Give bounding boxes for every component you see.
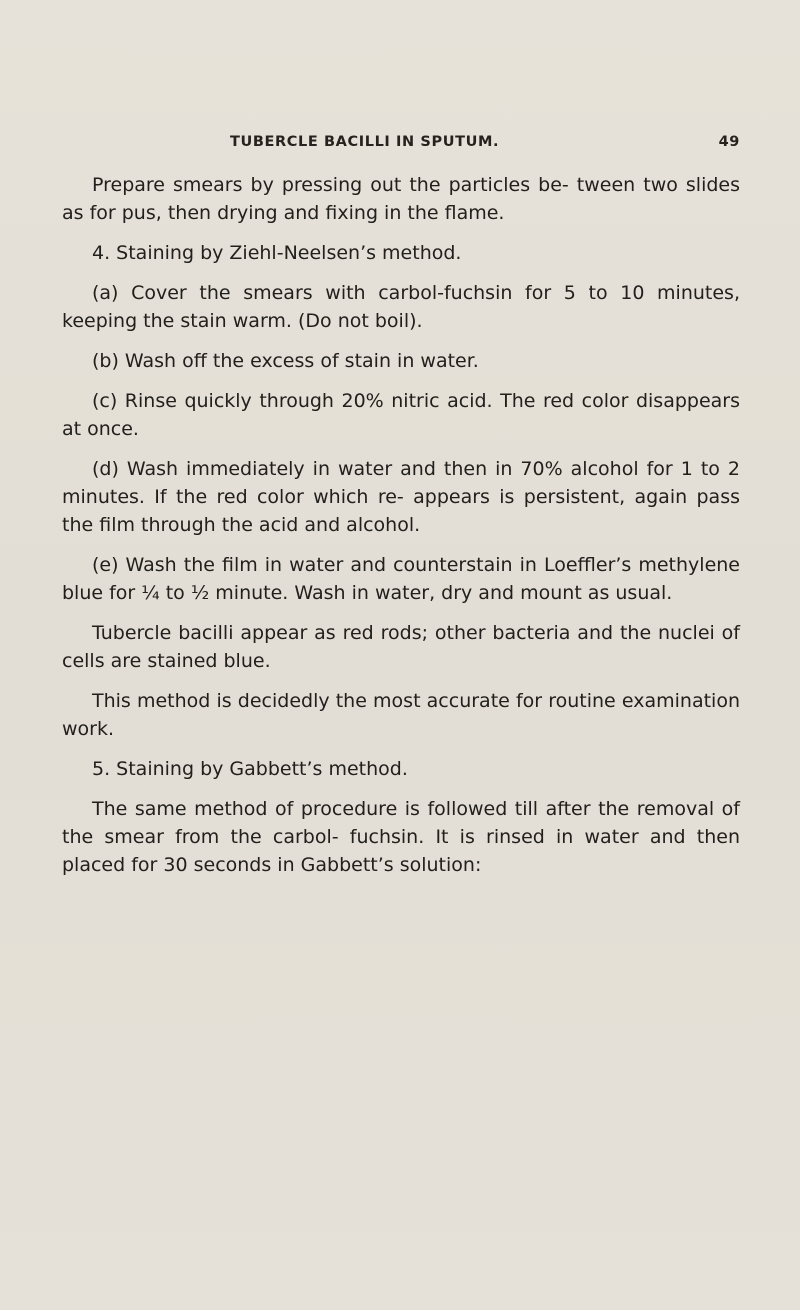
paragraph-accuracy: This method is decidedly the most accurate for routine examination work. bbox=[62, 690, 740, 740]
section-heading-ziehl-neelsen: 4. Staining by Ziehl-Neelsen’s method. bbox=[92, 242, 462, 264]
section-heading-gabbett: 5. Staining by Gabbett’s method. bbox=[92, 758, 408, 780]
step-a: (a) Cover the smears with carbol-fuchsin for 5 to 10 minutes, keeping the stain warm. (Do not boil). bbox=[62, 282, 740, 332]
paragraph-smear-prep: Prepare smears by pressing out the particles be- tween two slides as for pus, then drying and fixing in the flame. bbox=[62, 174, 740, 224]
paragraph-result: Tubercle bacilli appear as red rods; other bacteria and the nuclei of cells are stained blue. bbox=[62, 622, 740, 672]
paragraph-gabbett-procedure: The same method of procedure is followed till after the removal of the smear from the carbol- fuchsin. It is rinsed in water and then placed for 30 seconds in Gabbett’s solution: bbox=[62, 798, 740, 876]
step-e: (e) Wash the film in water and counterstain in Loeffler’s methylene blue for ¼ to ½ minute. Wash in water, dry and mount as usual. bbox=[62, 554, 740, 604]
running-title: TUBERCLE BACILLI IN SPUTUM. bbox=[230, 134, 500, 150]
step-d: (d) Wash immediately in water and then in 70% alcohol for 1 to 2 minutes. If the red color which re- appears is persistent, again pass the film through the acid and alcohol. bbox=[62, 458, 740, 536]
body-text bbox=[62, 171, 740, 891]
running-head bbox=[62, 134, 740, 156]
step-b: (b) Wash off the excess of stain in water. bbox=[92, 350, 479, 372]
page-number: 49 bbox=[718, 134, 740, 150]
step-c: (c) Rinse quickly through 20% nitric acid. The red color disappears at once. bbox=[62, 390, 740, 440]
